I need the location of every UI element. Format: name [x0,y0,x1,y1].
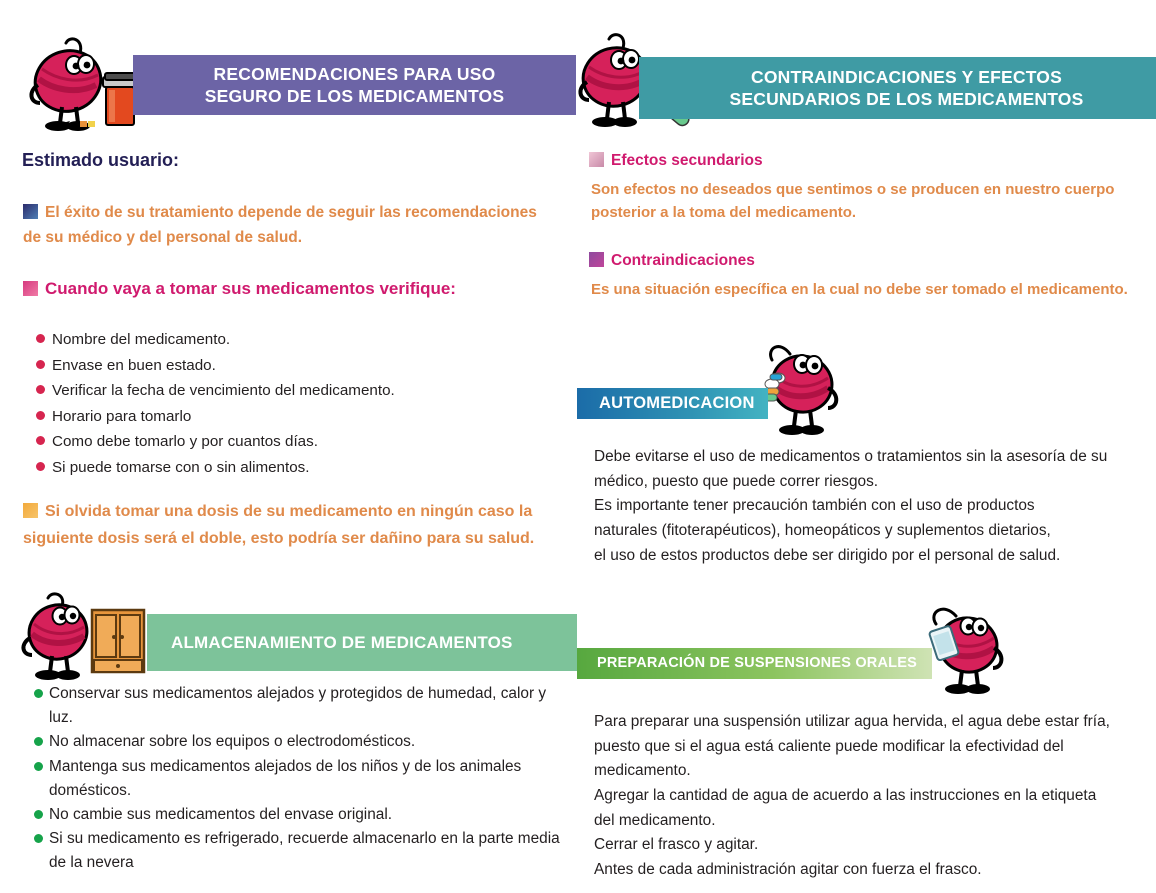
lead-text-verifique [23,275,563,303]
square-bullet-orange-icon [23,503,38,518]
banner-contraindicaciones-title: CONTRAINDICACIONES Y EFECTOS SECUNDARIOS DE LOS MEDICAMENTOS [729,66,1084,109]
body-line: el uso de estos productos debe ser dirigido por el personal de salud. [594,546,1061,564]
banner-preparacion-title: PREPARACIÓN DE SUSPENSIONES ORALES [597,655,917,672]
body-line: del medicamento. [594,811,716,829]
list-item: Envase en buen estado. [36,353,496,379]
lead-text-tratamiento [23,200,558,250]
body-line: medicamento. [594,762,691,780]
body-line: Cerrar el frasco y agitar. [594,836,759,854]
list-item: Conservar sus medicamentos alejados y protegidos de humedad, calor y luz. [34,682,564,730]
square-bullet-blue-icon [23,204,38,219]
list-item: Si su medicamento es refrigerado, recuerde almacenarlo en la parte media de la nevera [34,827,564,875]
body-line: Debe evitarse el uso de medicamentos o tratamientos sin la asesoría de su [594,448,1108,465]
body-line: médico, puesto que puede correr riesgos. [594,472,879,490]
body-line: Es importante tener precaución también con el uso de productos [594,497,1035,515]
body-line: Agregar la cantidad de agua de acuerdo a las instrucciones en la etiqueta [594,786,1097,804]
list-item: Mantenga sus medicamentos alejados de los niños y de los animales domésticos. [34,755,564,803]
heading-contraindicaciones [589,252,755,270]
list-item: No almacenar sobre los equipos o electrodomésticos. [34,730,564,754]
list-item: Si puede tomarse con o sin alimentos. [36,455,496,481]
body-line: naturales (fitoterapéuticos), homeopáticos y suplementos dietarios, [594,521,1051,539]
list-item: Nombre del medicamento. [36,327,496,353]
list-item: No cambie sus medicamentos del envase original. [34,803,564,827]
heading-contraindicaciones-label: Contraindicaciones [611,252,755,269]
body-efectos-secundarios: Son efectos no deseados que sentimos o se producen en nuestro cuerpo posterior a la toma del medicamento. [591,181,1115,222]
body-line: Antes de cada administración agitar con fuerza el frasco. [594,860,982,878]
banner-almacenamiento [147,614,577,671]
banner-recomendaciones [133,55,576,115]
mascot-with-pill-bottle-icon [18,33,143,131]
lead-text-tratamiento-label: El éxito de su tratamiento depende de seguir las recomendaciones de su médico y del personal de salud. [23,204,537,247]
square-bullet-purple-icon [589,252,604,267]
mascot-with-cabinet-icon [18,592,153,682]
banner-preparacion [577,648,932,679]
body-line: puesto que si el agua está caliente puede modificar la efectividad del [594,737,1064,755]
body-line: Para preparar una suspensión utilizar agua hervida, el agua debe estar fría, [594,713,1110,730]
banner-automedicacion [577,388,768,419]
list-item: Como debe tomarlo y por cuantos días. [36,429,496,455]
heading-efectos-secundarios [589,152,763,170]
banner-recomendaciones-title: RECOMENDACIONES PARA USO SEGURO DE LOS MEDICAMENTOS [204,63,505,106]
lead-text-verifique-label: Cuando vaya a tomar sus medicamentos verifique: [45,279,456,298]
square-bullet-lightpink-icon [589,152,604,167]
list-item: Verificar la fecha de vencimiento del medicamento. [36,378,496,404]
body-preparacion [594,710,1146,882]
square-bullet-pink-icon [23,281,38,296]
banner-almacenamiento-title: ALMACENAMIENTO DE MEDICAMENTOS [171,632,513,652]
checklist-verifique [36,327,496,480]
banner-contraindicaciones [639,57,1156,119]
warning-dosis-label: Si olvida tomar una dosis de su medicamento en ningún caso la siguiente dosis será el doble, esto podría ser dañino para su salud. [23,503,535,548]
greeting-heading: Estimado usuario: [22,150,180,170]
banner-automedicacion-title: AUTOMEDICACION [599,393,755,412]
body-automedicacion [594,445,1146,568]
heading-efectos-secundarios-label: Efectos secundarios [611,152,763,169]
list-item: Horario para tomarlo [36,404,496,430]
body-contraindicaciones: Es una situación específica en la cual no debe ser tomado el medicamento. [591,281,1128,298]
checklist-almacenamiento [34,682,564,876]
warning-dosis [23,498,543,552]
mascot-taking-pills-icon [750,338,850,436]
